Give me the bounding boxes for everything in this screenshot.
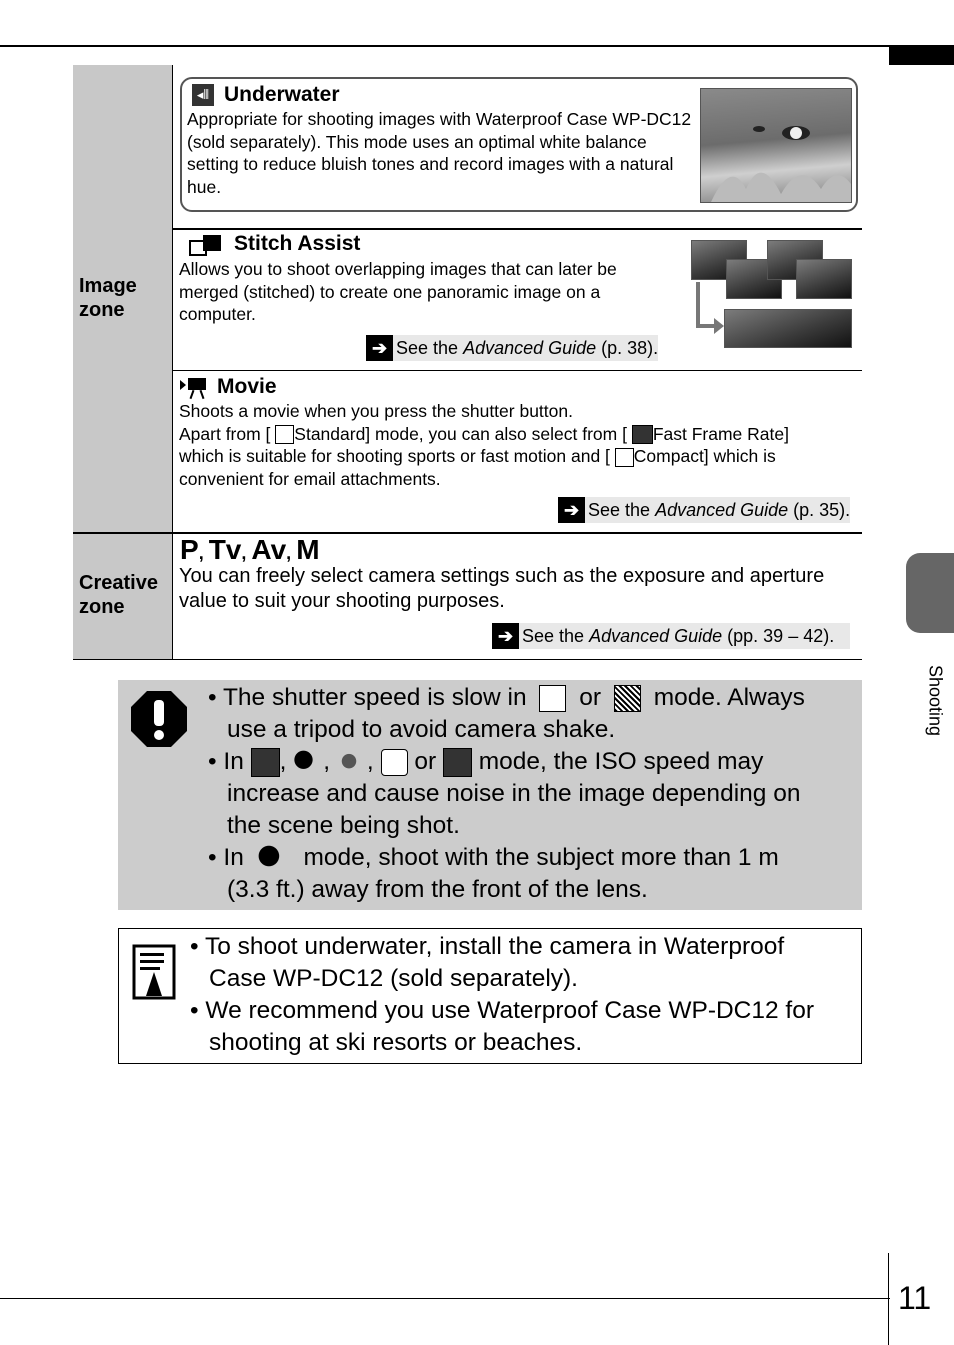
corner-marker bbox=[889, 47, 954, 65]
arrow-icon: ➔ bbox=[492, 623, 519, 649]
movie-title: Movie bbox=[217, 375, 277, 398]
note-item-1: • To shoot underwater, install the camera in Waterproof bbox=[190, 933, 785, 960]
creative-zone-label: Creative zone bbox=[79, 572, 158, 618]
ref-guide[interactable]: Advanced Guide bbox=[589, 626, 723, 646]
movie-line-2 bbox=[179, 423, 859, 446]
movie-line-2a: Apart from [ bbox=[179, 423, 276, 444]
aquarium-icon bbox=[443, 748, 472, 777]
kids-pets-mode-icon bbox=[257, 844, 291, 874]
stitch-title: Stitch Assist bbox=[234, 232, 361, 255]
movie-line-3b: Compact] which is bbox=[633, 446, 776, 466]
ref-page: (p. 35). bbox=[788, 500, 851, 520]
party-icon bbox=[337, 749, 367, 776]
movie-line-2c: Fast Frame Rate] bbox=[652, 423, 789, 444]
mode-tv-icon: Tv bbox=[208, 534, 242, 565]
caution-item-2-cont: the scene being shot. bbox=[227, 812, 460, 839]
underwater-photo-art bbox=[701, 89, 851, 202]
caution-item-3-cont: (3.3 ft.) away from the front of the lens. bbox=[227, 876, 648, 903]
ref-guide[interactable]: Advanced Guide bbox=[655, 500, 789, 520]
note-item-2-cont: shooting at ski resorts or beaches. bbox=[209, 1029, 583, 1056]
caution-text: mode, the ISO speed may bbox=[478, 748, 764, 775]
section-tab bbox=[906, 553, 954, 633]
caution-icon bbox=[130, 690, 188, 748]
fireworks-icon bbox=[614, 685, 641, 712]
arrow-icon: ➔ bbox=[558, 497, 585, 523]
underwater-sample-photo bbox=[700, 88, 852, 203]
note-text: To shoot underwater, install the camera in Waterproof bbox=[204, 933, 785, 960]
page-number: 11 bbox=[898, 1280, 932, 1316]
mode-separator: , bbox=[241, 543, 252, 563]
top-rule bbox=[0, 45, 954, 47]
movie-body bbox=[179, 400, 859, 490]
ref-text: See the bbox=[396, 338, 464, 358]
mode-av-icon: Av bbox=[251, 534, 287, 565]
ref-text: See the bbox=[588, 500, 656, 520]
ref-page: (pp. 39 – 42). bbox=[722, 626, 835, 646]
movie-line-4: convenient for email attachments. bbox=[179, 468, 441, 489]
underwater-fish-icon: ◂⦀ bbox=[192, 84, 214, 106]
kids-pets-icon bbox=[251, 748, 280, 777]
caution-text: mode, shoot with the subject more than 1 m bbox=[303, 844, 779, 871]
creative-mode-list bbox=[180, 534, 320, 566]
night-scene-icon bbox=[539, 685, 566, 712]
caution-text: The shutter speed is slow in bbox=[222, 684, 527, 711]
caution-item-2-cont: increase and cause noise in the image depending on bbox=[227, 780, 801, 807]
stitch-panorama bbox=[724, 309, 852, 348]
section-tab-label: Shooting bbox=[925, 664, 946, 737]
standard-movie-icon bbox=[275, 425, 294, 444]
stitch-body: Allows you to shoot overlapping images that can later be merged (stitched) to create one panoramic image on a computer. bbox=[179, 259, 617, 324]
movie-line-3 bbox=[179, 445, 859, 468]
indoor-icon bbox=[381, 749, 408, 776]
note-list bbox=[190, 931, 855, 1059]
page-number-divider bbox=[888, 1253, 889, 1345]
movie-camera-icon bbox=[180, 378, 208, 400]
stitch-assist-icon bbox=[189, 235, 223, 255]
note-item-2: • We recommend you use Waterproof Case WP-DC12 for bbox=[190, 997, 815, 1024]
stitch-photo-4 bbox=[796, 259, 852, 299]
ref-text: See the bbox=[522, 626, 590, 646]
caution-text: In bbox=[223, 748, 244, 775]
portrait-child-icon bbox=[293, 749, 323, 776]
caution-text: or bbox=[579, 684, 602, 711]
creative-body: You can freely select camera settings such as the exposure and aperture value to suit your shooting purposes. bbox=[179, 565, 825, 612]
movie-line-2b: Standard] mode, you can also select from [ bbox=[294, 423, 632, 444]
movie-reference bbox=[558, 497, 850, 523]
caution-text: mode. Always bbox=[653, 684, 805, 711]
caution-item-1: • The shutter speed is slow in or mode. Always bbox=[208, 684, 805, 711]
caution-item-2: • In , , , or mode, the ISO speed may bbox=[208, 746, 858, 778]
movie-line-3a: which is suitable for shooting sports or fast motion and [ bbox=[179, 446, 615, 466]
underwater-title: Underwater bbox=[224, 83, 340, 106]
stitch-divider bbox=[173, 228, 862, 230]
memo-icon bbox=[132, 944, 176, 1000]
creative-reference bbox=[492, 623, 850, 649]
mode-separator: , bbox=[198, 543, 209, 563]
caution-text: In bbox=[223, 844, 244, 871]
stitch-reference bbox=[366, 335, 658, 361]
mode-p-icon: P bbox=[180, 534, 199, 565]
table-bottom-rule bbox=[73, 659, 862, 660]
arrow-icon: ➔ bbox=[366, 335, 393, 361]
movie-divider bbox=[173, 370, 862, 371]
bottom-rule bbox=[0, 1298, 890, 1299]
note-text: We recommend you use Waterproof Case WP-DC12 for bbox=[205, 997, 815, 1024]
mode-m-icon: M bbox=[296, 534, 320, 565]
image-zone-label: Image zone bbox=[79, 275, 137, 321]
ref-guide[interactable]: Advanced Guide bbox=[463, 338, 597, 358]
caution-item-3: • In mode, shoot with the subject more than 1 m bbox=[208, 842, 858, 874]
movie-line-1: Shoots a movie when you press the shutter button. bbox=[179, 401, 573, 421]
caution-list bbox=[208, 682, 858, 906]
caution-text: or bbox=[414, 748, 437, 775]
caution-item-1-cont: use a tripod to avoid camera shake. bbox=[227, 716, 616, 743]
note-item-1-cont: Case WP-DC12 (sold separately). bbox=[209, 965, 578, 992]
ref-page: (p. 38). bbox=[596, 338, 659, 358]
fast-frame-rate-icon bbox=[632, 425, 653, 444]
underwater-body: Appropriate for shooting images with Waterproof Case WP-DC12 (sold separately). This mode uses an optimal white balance setting to reduce bluish tones and record images with a natural hue. bbox=[187, 109, 692, 197]
mode-separator: , bbox=[286, 543, 297, 563]
compact-movie-icon bbox=[615, 448, 634, 467]
